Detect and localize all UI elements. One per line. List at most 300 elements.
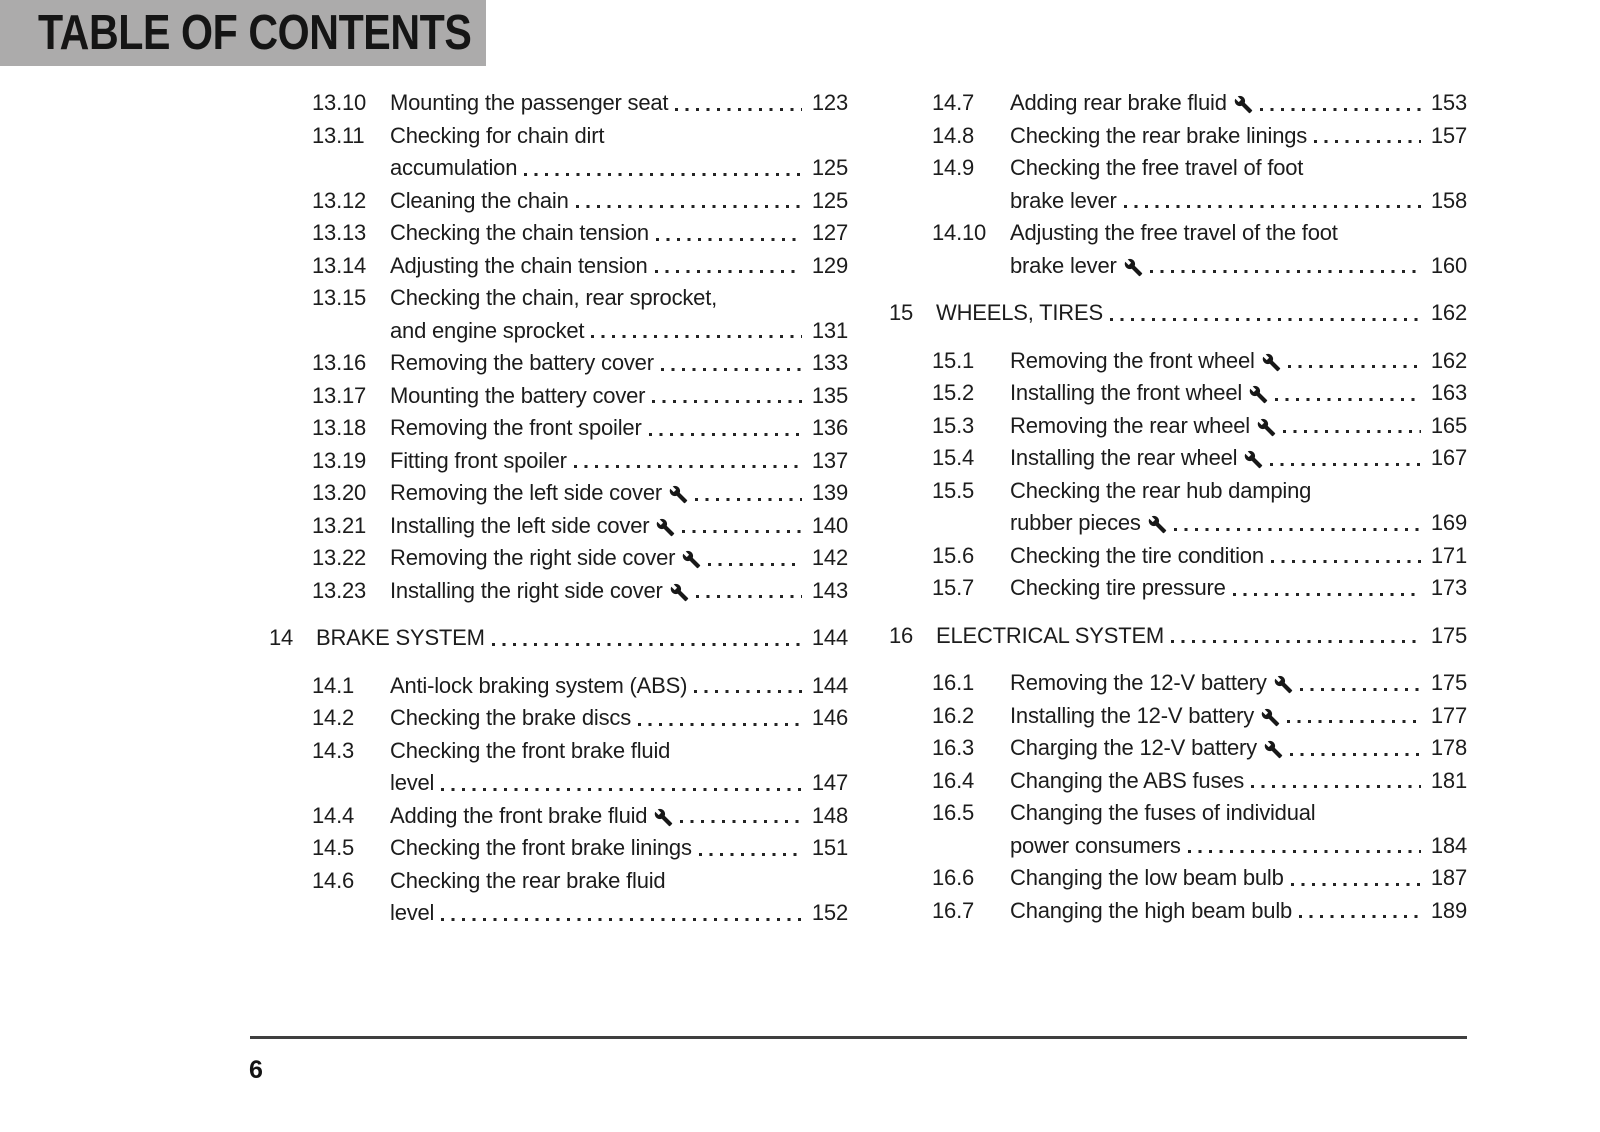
toc-entry (265, 832, 848, 865)
entry-content (1010, 700, 1467, 733)
entry-content (1010, 345, 1467, 378)
page-ref: 144 (811, 625, 848, 650)
entry-content (1010, 87, 1467, 120)
dot-leader (1110, 318, 1421, 321)
entry-number: 14.3 (312, 737, 355, 763)
entry-number: 14.5 (312, 835, 355, 860)
wrench-icon (1264, 740, 1283, 759)
wrench-icon (1249, 385, 1268, 404)
entry-number: 16.5 (932, 800, 975, 825)
toc-entry (885, 667, 1467, 700)
wrench-icon (656, 518, 675, 537)
entry-title: Removing the right side cover (390, 545, 676, 570)
section-number: 16 (889, 622, 914, 648)
page-ref: 163 (1430, 380, 1467, 405)
entry-number: 13.16 (312, 350, 367, 375)
toc-entry (885, 410, 1467, 443)
entry-title: and engine sprocket (390, 317, 585, 343)
dot-leader (1271, 560, 1421, 563)
dot-leader (1275, 398, 1421, 401)
page-ref: 173 (1430, 575, 1467, 600)
entry-content (1010, 410, 1467, 443)
dot-leader (591, 335, 802, 338)
entry-number: 13.14 (312, 252, 367, 278)
dot-leader (574, 465, 802, 468)
entry-content (1010, 765, 1467, 798)
entry-number: 14.4 (312, 802, 355, 828)
toc-entry (885, 120, 1467, 153)
entry-number: 14.6 (312, 867, 355, 893)
entry-content (1010, 217, 1467, 282)
entry-line (390, 865, 848, 898)
page-ref: 139 (811, 480, 848, 505)
wrench-icon (1124, 258, 1143, 277)
entry-number: 13.17 (312, 382, 367, 408)
page-ref: 143 (811, 577, 848, 603)
entry-line (390, 670, 848, 703)
entry-line (1010, 732, 1467, 765)
page-ref: 160 (1430, 252, 1467, 278)
dot-leader (652, 400, 802, 403)
dot-leader (696, 595, 802, 598)
entry-line (1010, 217, 1467, 250)
entry-line (390, 120, 848, 153)
page-ref: 158 (1430, 187, 1467, 213)
entry-number: 15.7 (932, 575, 975, 600)
entry-number: 13.21 (312, 512, 367, 538)
dot-leader (441, 918, 802, 921)
entry-number: 15.1 (932, 347, 975, 373)
wrench-icon (654, 808, 673, 827)
dot-leader (1283, 430, 1421, 433)
toc-column-right (885, 87, 1467, 927)
toc-entry (265, 412, 848, 445)
section-number: 14 (269, 625, 294, 650)
entry-title: Checking the rear hub damping (1010, 477, 1312, 503)
toc-entry (885, 700, 1467, 733)
entry-content (390, 412, 848, 445)
entry-title: Installing the left side cover (390, 512, 650, 538)
entry-line (1010, 120, 1467, 153)
wrench-icon (682, 550, 701, 569)
toc-entry (885, 345, 1467, 378)
section-title: WHEELS, TIRES (936, 300, 1103, 325)
entry-line (390, 87, 848, 120)
page-number: 6 (249, 1056, 263, 1084)
toc-column-left (265, 87, 848, 930)
entry-content (390, 250, 848, 283)
entry-content (390, 477, 848, 510)
page-ref: 131 (811, 317, 848, 343)
entry-title: Mounting the passenger seat (390, 90, 669, 115)
page-ref: 175 (1430, 670, 1467, 695)
page-ref: 181 (1430, 767, 1467, 793)
wrench-icon (1148, 515, 1167, 534)
toc-entry (885, 572, 1467, 605)
entry-title: Installing the front wheel (1010, 380, 1243, 405)
entry-number: 14.2 (312, 705, 355, 730)
entry-line (1010, 797, 1467, 830)
wrench-icon (669, 485, 688, 504)
entry-title: Adding rear brake fluid (1010, 90, 1227, 115)
entry-title: Fitting front spoiler (390, 447, 567, 473)
entry-title: Adjusting the free travel of the foot (1010, 220, 1338, 245)
entry-line (390, 185, 848, 218)
toc-entry (265, 282, 848, 347)
entry-content (1010, 667, 1467, 700)
page-ref: 162 (1430, 300, 1467, 325)
entry-title: Adjusting the chain tension (390, 252, 648, 278)
toc-entry (265, 120, 848, 185)
toc-entry (265, 87, 848, 120)
dot-leader (1291, 883, 1421, 886)
entry-content (390, 445, 848, 478)
entry-number: 13.12 (312, 187, 367, 213)
page-ref: 167 (1430, 445, 1467, 470)
entry-content (1010, 540, 1467, 573)
entry-title: brake lever (1010, 252, 1117, 278)
wrench-icon (1274, 675, 1293, 694)
entry-title: Removing the battery cover (390, 350, 654, 375)
dot-leader (638, 723, 802, 726)
toc-entry (265, 380, 848, 413)
entry-title: Checking the chain, rear sprocket, (390, 285, 718, 310)
entry-line (1010, 345, 1467, 378)
entry-line (390, 542, 848, 575)
entry-line (390, 217, 848, 250)
dot-leader (1260, 108, 1421, 111)
dot-leader (655, 270, 802, 273)
page-ref: 171 (1430, 542, 1467, 568)
page-ref: 162 (1430, 347, 1467, 373)
toc-entry (265, 735, 848, 800)
entry-line (1010, 152, 1467, 185)
entry-line (390, 380, 848, 413)
entry-content (390, 800, 848, 833)
entry-line (1010, 895, 1467, 928)
toc-entry (885, 797, 1467, 862)
entry-number: 14.7 (932, 90, 975, 115)
toc-entry (885, 895, 1467, 928)
page-ref: 189 (1430, 897, 1467, 923)
page-ref: 153 (1430, 90, 1467, 115)
dot-leader (699, 853, 802, 856)
section-number: 15 (889, 300, 914, 325)
entry-number: 13.10 (312, 90, 367, 115)
entry-number: 16.6 (932, 865, 975, 890)
entry-title: Checking the rear brake fluid (390, 867, 666, 893)
entry-number: 15.2 (932, 380, 975, 405)
entry-title: Changing the high beam bulb (1010, 897, 1293, 923)
entry-line (1010, 475, 1467, 508)
dot-leader (1251, 785, 1421, 788)
entry-content (390, 217, 848, 250)
entry-number: 14.8 (932, 122, 975, 148)
entry-line (390, 575, 848, 608)
entry-number: 16.2 (932, 702, 975, 728)
toc-entry (885, 862, 1467, 895)
dot-leader (492, 643, 802, 646)
dot-leader (1171, 640, 1421, 643)
entry-title: Changing the fuses of individual (1010, 800, 1316, 825)
entry-line (390, 250, 848, 283)
toc-entry (885, 765, 1467, 798)
toc-section (885, 297, 1467, 330)
dot-leader (1300, 688, 1421, 691)
entry-line (1010, 765, 1467, 798)
entry-number: 13.18 (312, 415, 367, 440)
entry-title: Checking the rear brake linings (1010, 122, 1308, 148)
entry-content (1010, 895, 1467, 928)
page-ref: 152 (811, 900, 848, 925)
toc-entry (885, 475, 1467, 540)
toc-entry (885, 442, 1467, 475)
dot-leader (1288, 365, 1421, 368)
toc-entry (885, 87, 1467, 120)
entry-title: accumulation (390, 155, 518, 180)
dot-leader (1174, 528, 1421, 531)
entry-title: Cleaning the chain (390, 187, 569, 213)
entry-content (390, 120, 848, 185)
entry-number: 13.22 (312, 545, 367, 570)
wrench-icon (1262, 353, 1281, 372)
entry-line (1010, 442, 1467, 475)
entry-title: Checking for chain dirt (390, 122, 605, 148)
entry-line (1010, 830, 1467, 863)
entry-line (1010, 87, 1467, 120)
entry-line (390, 445, 848, 478)
entry-title: power consumers (1010, 832, 1181, 858)
entry-title: Changing the low beam bulb (1010, 865, 1284, 890)
entry-line (390, 897, 848, 930)
entry-line (390, 315, 848, 348)
wrench-icon (1234, 95, 1253, 114)
toc-entry (265, 800, 848, 833)
entry-title: Checking the chain tension (390, 220, 649, 245)
entry-number: 16.1 (932, 670, 975, 695)
entry-content (1010, 442, 1467, 475)
dot-leader (1188, 850, 1421, 853)
wrench-icon (1244, 450, 1263, 469)
entry-title: Anti-lock braking system (ABS) (390, 672, 688, 698)
entry-content (390, 865, 848, 930)
entry-line (1010, 250, 1467, 283)
page-ref: 129 (811, 252, 848, 278)
entry-line (1010, 410, 1467, 443)
toc-section (885, 620, 1467, 653)
page-ref: 151 (811, 835, 848, 860)
toc-entry (885, 540, 1467, 573)
entry-title: level (390, 770, 435, 795)
entry-title: Checking the front brake linings (390, 835, 692, 860)
entry-number: 15.6 (932, 542, 975, 568)
toc-entry (265, 250, 848, 283)
page-ref: 125 (811, 155, 848, 180)
dot-leader (656, 238, 802, 241)
entry-line (390, 800, 848, 833)
page-ref: 125 (811, 187, 848, 213)
entry-number: 13.11 (312, 122, 365, 148)
page-ref: 133 (811, 350, 848, 375)
entry-title: rubber pieces (1010, 510, 1141, 535)
entry-title: Removing the left side cover (390, 480, 662, 505)
entry-line (390, 477, 848, 510)
page-ref: 147 (811, 770, 848, 795)
dot-leader (1287, 720, 1421, 723)
entry-content (1010, 572, 1467, 605)
dot-leader (661, 368, 802, 371)
toc-entry (265, 217, 848, 250)
toc-entry (265, 347, 848, 380)
entry-line (390, 832, 848, 865)
entry-number: 16.4 (932, 767, 975, 793)
entry-content (390, 670, 848, 703)
page-ref: 137 (811, 447, 848, 473)
dot-leader (680, 820, 802, 823)
toc-entry (885, 377, 1467, 410)
page-ref: 142 (811, 545, 848, 570)
entry-content (390, 185, 848, 218)
toc-entry (885, 152, 1467, 217)
page-ref: 175 (1430, 622, 1467, 648)
entry-content (390, 542, 848, 575)
toc-entry (265, 542, 848, 575)
page-ref: 184 (1430, 832, 1467, 858)
entry-number: 13.23 (312, 577, 367, 603)
entry-line (1010, 862, 1467, 895)
entry-title: Checking the free travel of foot (1010, 155, 1304, 180)
entry-number: 15.4 (932, 445, 975, 470)
entry-content (390, 510, 848, 543)
entry-number: 14.9 (932, 155, 975, 180)
page-ref: 123 (811, 90, 848, 115)
dot-leader (1290, 753, 1421, 756)
dot-leader (682, 530, 802, 533)
entry-title: Changing the ABS fuses (1010, 767, 1245, 793)
entry-title: Removing the front wheel (1010, 347, 1255, 373)
toc-entry (265, 670, 848, 703)
entry-title: Checking the tire condition (1010, 542, 1264, 568)
page-ref: 135 (811, 382, 848, 408)
entry-line (390, 152, 848, 185)
dot-leader (1233, 593, 1421, 596)
entry-content (1010, 152, 1467, 217)
entry-line (390, 282, 848, 315)
entry-content (390, 347, 848, 380)
page-ref: 148 (811, 802, 848, 828)
dot-leader (576, 205, 802, 208)
dot-leader (1314, 140, 1421, 143)
entry-title: Adding the front brake fluid (390, 802, 648, 828)
wrench-icon (670, 583, 689, 602)
entry-content (390, 282, 848, 347)
entry-number: 15.3 (932, 412, 975, 438)
entry-content (390, 380, 848, 413)
entry-content (390, 87, 848, 120)
entry-line (390, 702, 848, 735)
toc-entry (885, 217, 1467, 282)
page-ref: 127 (811, 220, 848, 245)
page-ref: 144 (811, 672, 848, 698)
toc-entry (885, 732, 1467, 765)
section-title: ELECTRICAL SYSTEM (936, 622, 1165, 648)
page-ref: 136 (811, 415, 848, 440)
wrench-icon (1257, 418, 1276, 437)
toc-entry (265, 185, 848, 218)
section-title: BRAKE SYSTEM (316, 625, 485, 650)
entry-line (390, 767, 848, 800)
page-title: TABLE OF CONTENTS (38, 6, 472, 60)
entry-content (1010, 732, 1467, 765)
entry-content (390, 575, 848, 608)
entry-content (390, 832, 848, 865)
page-ref: 178 (1430, 735, 1467, 760)
entry-line (1010, 507, 1467, 540)
entry-title: level (390, 900, 435, 925)
entry-title: Removing the 12-V battery (1010, 670, 1267, 695)
wrench-icon (1261, 708, 1280, 727)
dot-leader (524, 173, 802, 176)
page-ref: 177 (1430, 702, 1467, 728)
toc-entry (265, 702, 848, 735)
dot-leader (1124, 205, 1421, 208)
dot-leader (1270, 463, 1421, 466)
entry-title: Removing the front spoiler (390, 415, 642, 440)
entry-content (1010, 797, 1467, 862)
page-ref: 146 (811, 705, 848, 730)
entry-content (1010, 377, 1467, 410)
entry-line (390, 510, 848, 543)
toc-header-bar (0, 0, 486, 66)
toc-entry (265, 510, 848, 543)
entry-line (1010, 572, 1467, 605)
page-ref: 157 (1430, 122, 1467, 148)
toc-entry (265, 865, 848, 930)
entry-number: 14.10 (932, 220, 987, 245)
entry-content (390, 735, 848, 800)
toc-entry (265, 575, 848, 608)
entry-title: Checking tire pressure (1010, 575, 1226, 600)
dot-leader (675, 108, 802, 111)
entry-title: Checking the brake discs (390, 705, 631, 730)
entry-title: Installing the right side cover (390, 577, 663, 603)
entry-content (390, 702, 848, 735)
entry-line (1010, 185, 1467, 218)
entry-line (390, 412, 848, 445)
entry-number: 13.20 (312, 480, 367, 505)
entry-number: 15.5 (932, 477, 975, 503)
entry-title: Installing the 12-V battery (1010, 702, 1255, 728)
entry-title: Charging the 12-V battery (1010, 735, 1257, 760)
entry-number: 13.13 (312, 220, 367, 245)
entry-number: 13.19 (312, 447, 367, 473)
dot-leader (1299, 915, 1421, 918)
dot-leader (649, 433, 802, 436)
entry-line (390, 347, 848, 380)
dot-leader (708, 563, 802, 566)
page-ref: 165 (1430, 412, 1467, 438)
entry-line (1010, 667, 1467, 700)
entry-content (1010, 475, 1467, 540)
dot-leader (1150, 270, 1421, 273)
toc-section (265, 622, 848, 655)
entry-title: Installing the rear wheel (1010, 445, 1238, 470)
entry-number: 14.1 (312, 672, 355, 698)
footer-divider (250, 1036, 1467, 1039)
entry-number: 16.7 (932, 897, 975, 923)
entry-content (1010, 120, 1467, 153)
entry-content (1010, 862, 1467, 895)
